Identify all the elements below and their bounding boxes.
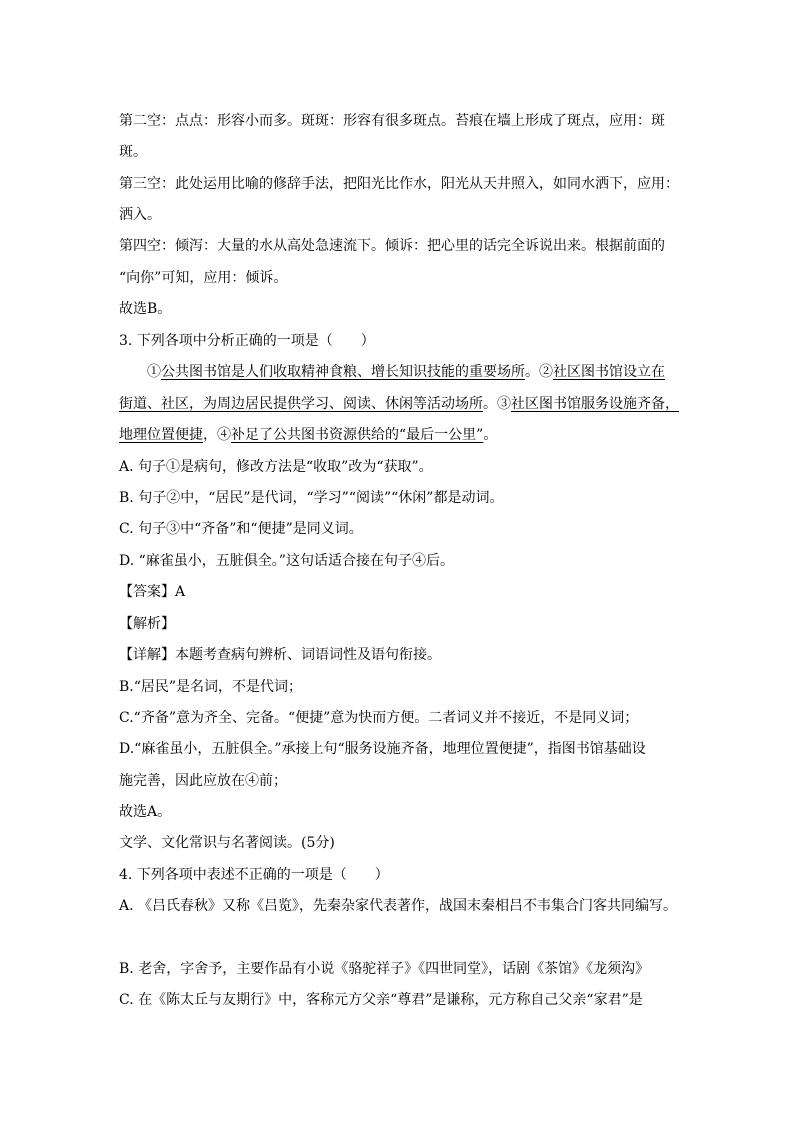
- option-b: B. 老舍，字舍予，主要作品有小说《骆驼祥子》《四世同堂》，话剧《茶馆》《龙须沟》: [119, 961, 650, 977]
- option-a: A. 句子①是病句，修改方法是“收取”改为“获取”。: [119, 459, 433, 475]
- section-heading: 文学、文化常识与名著阅读。(5分): [119, 835, 335, 851]
- choose-line: 故选A。: [119, 804, 172, 820]
- underlined-sentence-2: 街道、社区，为周边居民提供学习、阅读、休闲等活动场所: [119, 396, 483, 412]
- explanation-line: 洒入。: [119, 207, 161, 223]
- option-d: D. “麻雀虽小，五脏俱全。”这句话适合接在句子④后。: [119, 553, 454, 569]
- underlined-sentence-3: 地理位置便捷: [119, 427, 203, 443]
- analysis-title: 【解析】: [119, 616, 175, 632]
- punctuation: ，④: [203, 427, 231, 443]
- option-a: A. 《吕氏春秋》又称《吕览》，先秦杂家代表著作，战国末秦相吕不韦集合门客共同编写。: [119, 898, 678, 914]
- answer: 【答案】A: [119, 584, 186, 600]
- underlined-sentence-4: 补足了公共图书资源供给的“最后一公里”: [231, 427, 484, 443]
- detail-line: 【详解】本题考查病句辨析、词语词性及语句衔接。: [119, 647, 441, 663]
- explanation-line: 第二空：点点：形容小而多。斑斑：形容有很多斑点。苔痕在墙上形成了斑点，应用：斑: [119, 113, 665, 129]
- underlined-sentence-2: 社区图书馆设立在: [553, 364, 665, 380]
- explanation-d: D.“麻雀虽小，五脏俱全。”承接上句“服务设施齐备，地理位置便捷”，指图书馆基础设: [119, 741, 646, 757]
- punctuation: 。: [483, 427, 498, 443]
- explanation-line: 第四空：倾泻：大量的水从高处急速流下。倾诉：把心里的话完全诉说出来。根据前面的: [119, 238, 665, 254]
- question-3-passage-line: [119, 426, 497, 444]
- explanation-line: “向你”可知，应用：倾诉。: [119, 270, 288, 286]
- question-3-passage-line: [119, 395, 679, 413]
- explanation-b: B.“居民”是名词，不是代词；: [119, 679, 303, 695]
- explanation-line: 第三空：此处运用比喻的修辞手法，把阳光比作水，阳光从天井照入，如同水洒下，应用：: [119, 176, 679, 192]
- sentence-marker: ①: [147, 364, 161, 380]
- option-c: C. 句子③中“齐备”和“便捷”是同义词。: [119, 521, 363, 537]
- punctuation: 。③: [483, 396, 511, 412]
- choose-line: 故选B。: [119, 301, 172, 317]
- question-3-stem: 3. 下列各项中分析正确的一项是（ ）: [119, 333, 375, 349]
- option-b: B. 句子②中，“居民”是代词，“学习”“阅读”“休闲”都是动词。: [119, 490, 504, 506]
- question-3-passage-line: [147, 363, 665, 381]
- underlined-sentence-1: 公共图书馆是人们收取精神食粮、增长知识技能的重要场所: [161, 364, 525, 380]
- option-c: C. 在《陈太丘与友期行》中，客称元方父亲“尊君”是谦称，元方称自己父亲“家君”是: [119, 992, 643, 1008]
- punctuation: 。②: [525, 364, 553, 380]
- explanation-d: 施完善，因此应放在④前；: [119, 773, 287, 789]
- explanation-c: C.“齐备”意为齐全、完备。“便捷”意为快而方便。二者词义并不接近，不是同义词；: [119, 710, 639, 726]
- explanation-line: 斑。: [119, 144, 147, 160]
- underlined-sentence-3: 社区图书馆服务设施齐备，: [511, 396, 679, 412]
- question-4-stem: 4. 下列各项中表述不正确的一项是（ ）: [119, 867, 389, 883]
